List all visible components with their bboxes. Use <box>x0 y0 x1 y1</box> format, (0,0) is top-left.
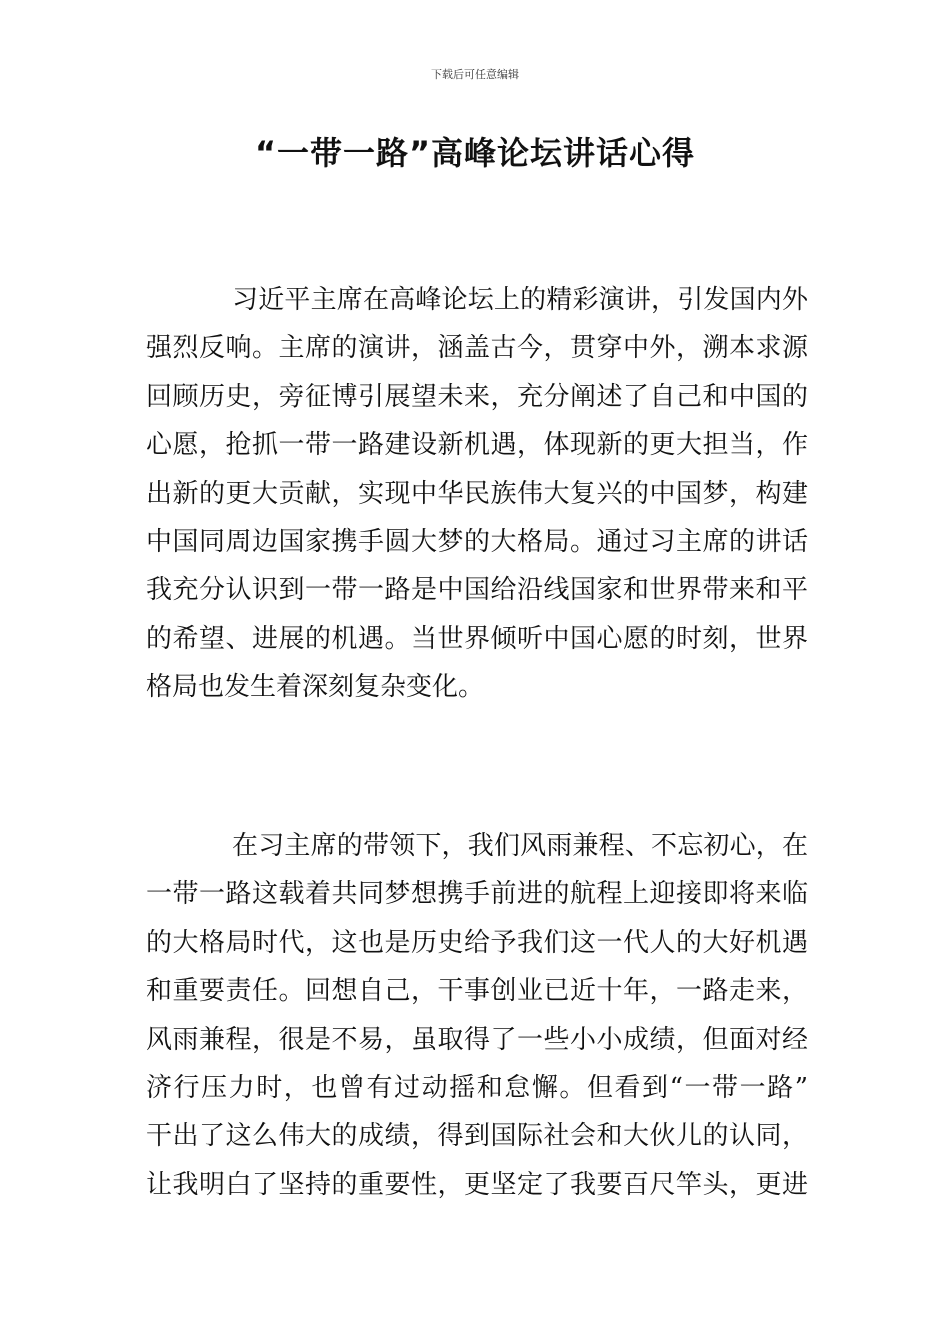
paragraph-line: 我充分认识到一带一路是中国给沿线国家和世界带来和平 <box>146 575 808 606</box>
paragraph-line: 心愿，抢抓一带一路建设新机遇，体现新的更大担当，作 <box>146 430 808 461</box>
paragraph-line: 济行压力时，也曾有过动摇和怠懈。但看到“一带一路” <box>146 1073 808 1104</box>
paragraph-line: 一带一路这载着共同梦想携手前进的航程上迎接即将来临 <box>146 879 808 910</box>
paragraph-1 <box>146 276 808 712</box>
paragraph-2 <box>146 822 808 1209</box>
paragraph-line: 在习主席的带领下，我们风雨兼程、不忘初心，在 <box>232 831 808 861</box>
paragraph-line: 习近平主席在高峰论坛上的精彩演讲，引发国内外 <box>232 285 808 315</box>
paragraph-line: 回顾历史，旁征博引展望未来，充分阐述了自己和中国的 <box>146 381 808 412</box>
paragraph-line: 的希望、进展的机遇。当世界倾听中国心愿的时刻，世界 <box>146 623 808 654</box>
header-note: 下载后可任意编辑 <box>431 68 519 81</box>
paragraph-line: 中国同周边国家携手圆大梦的大格局。通过习主席的讲话 <box>146 527 808 558</box>
paragraph-line: 格局也发生着深刻复杂变化。 <box>146 672 485 703</box>
paragraph-line: 出新的更大贡献，实现中华民族伟大复兴的中国梦，构建 <box>146 478 808 509</box>
paragraph-line: 风雨兼程，很是不易，虽取得了一些小小成绩，但面对经 <box>146 1024 808 1055</box>
paragraph-line: 干出了这么伟大的成绩，得到国际社会和大伙儿的认同， <box>146 1121 808 1152</box>
paragraph-line: 强烈反响。主席的演讲，涵盖古今，贯穿中外，溯本求源 <box>146 333 808 364</box>
paragraph-line: 的大格局时代，这也是历史给予我们这一代人的大好机遇 <box>146 927 808 958</box>
paragraph-line: 让我明白了坚持的重要性，更坚定了我要百尺竿头，更进 <box>146 1169 808 1200</box>
document-title: “一带一路”高峰论坛讲话心得 <box>254 134 696 172</box>
paragraph-line: 和重要责任。回想自己，干事创业已近十年，一路走来， <box>146 976 808 1007</box>
